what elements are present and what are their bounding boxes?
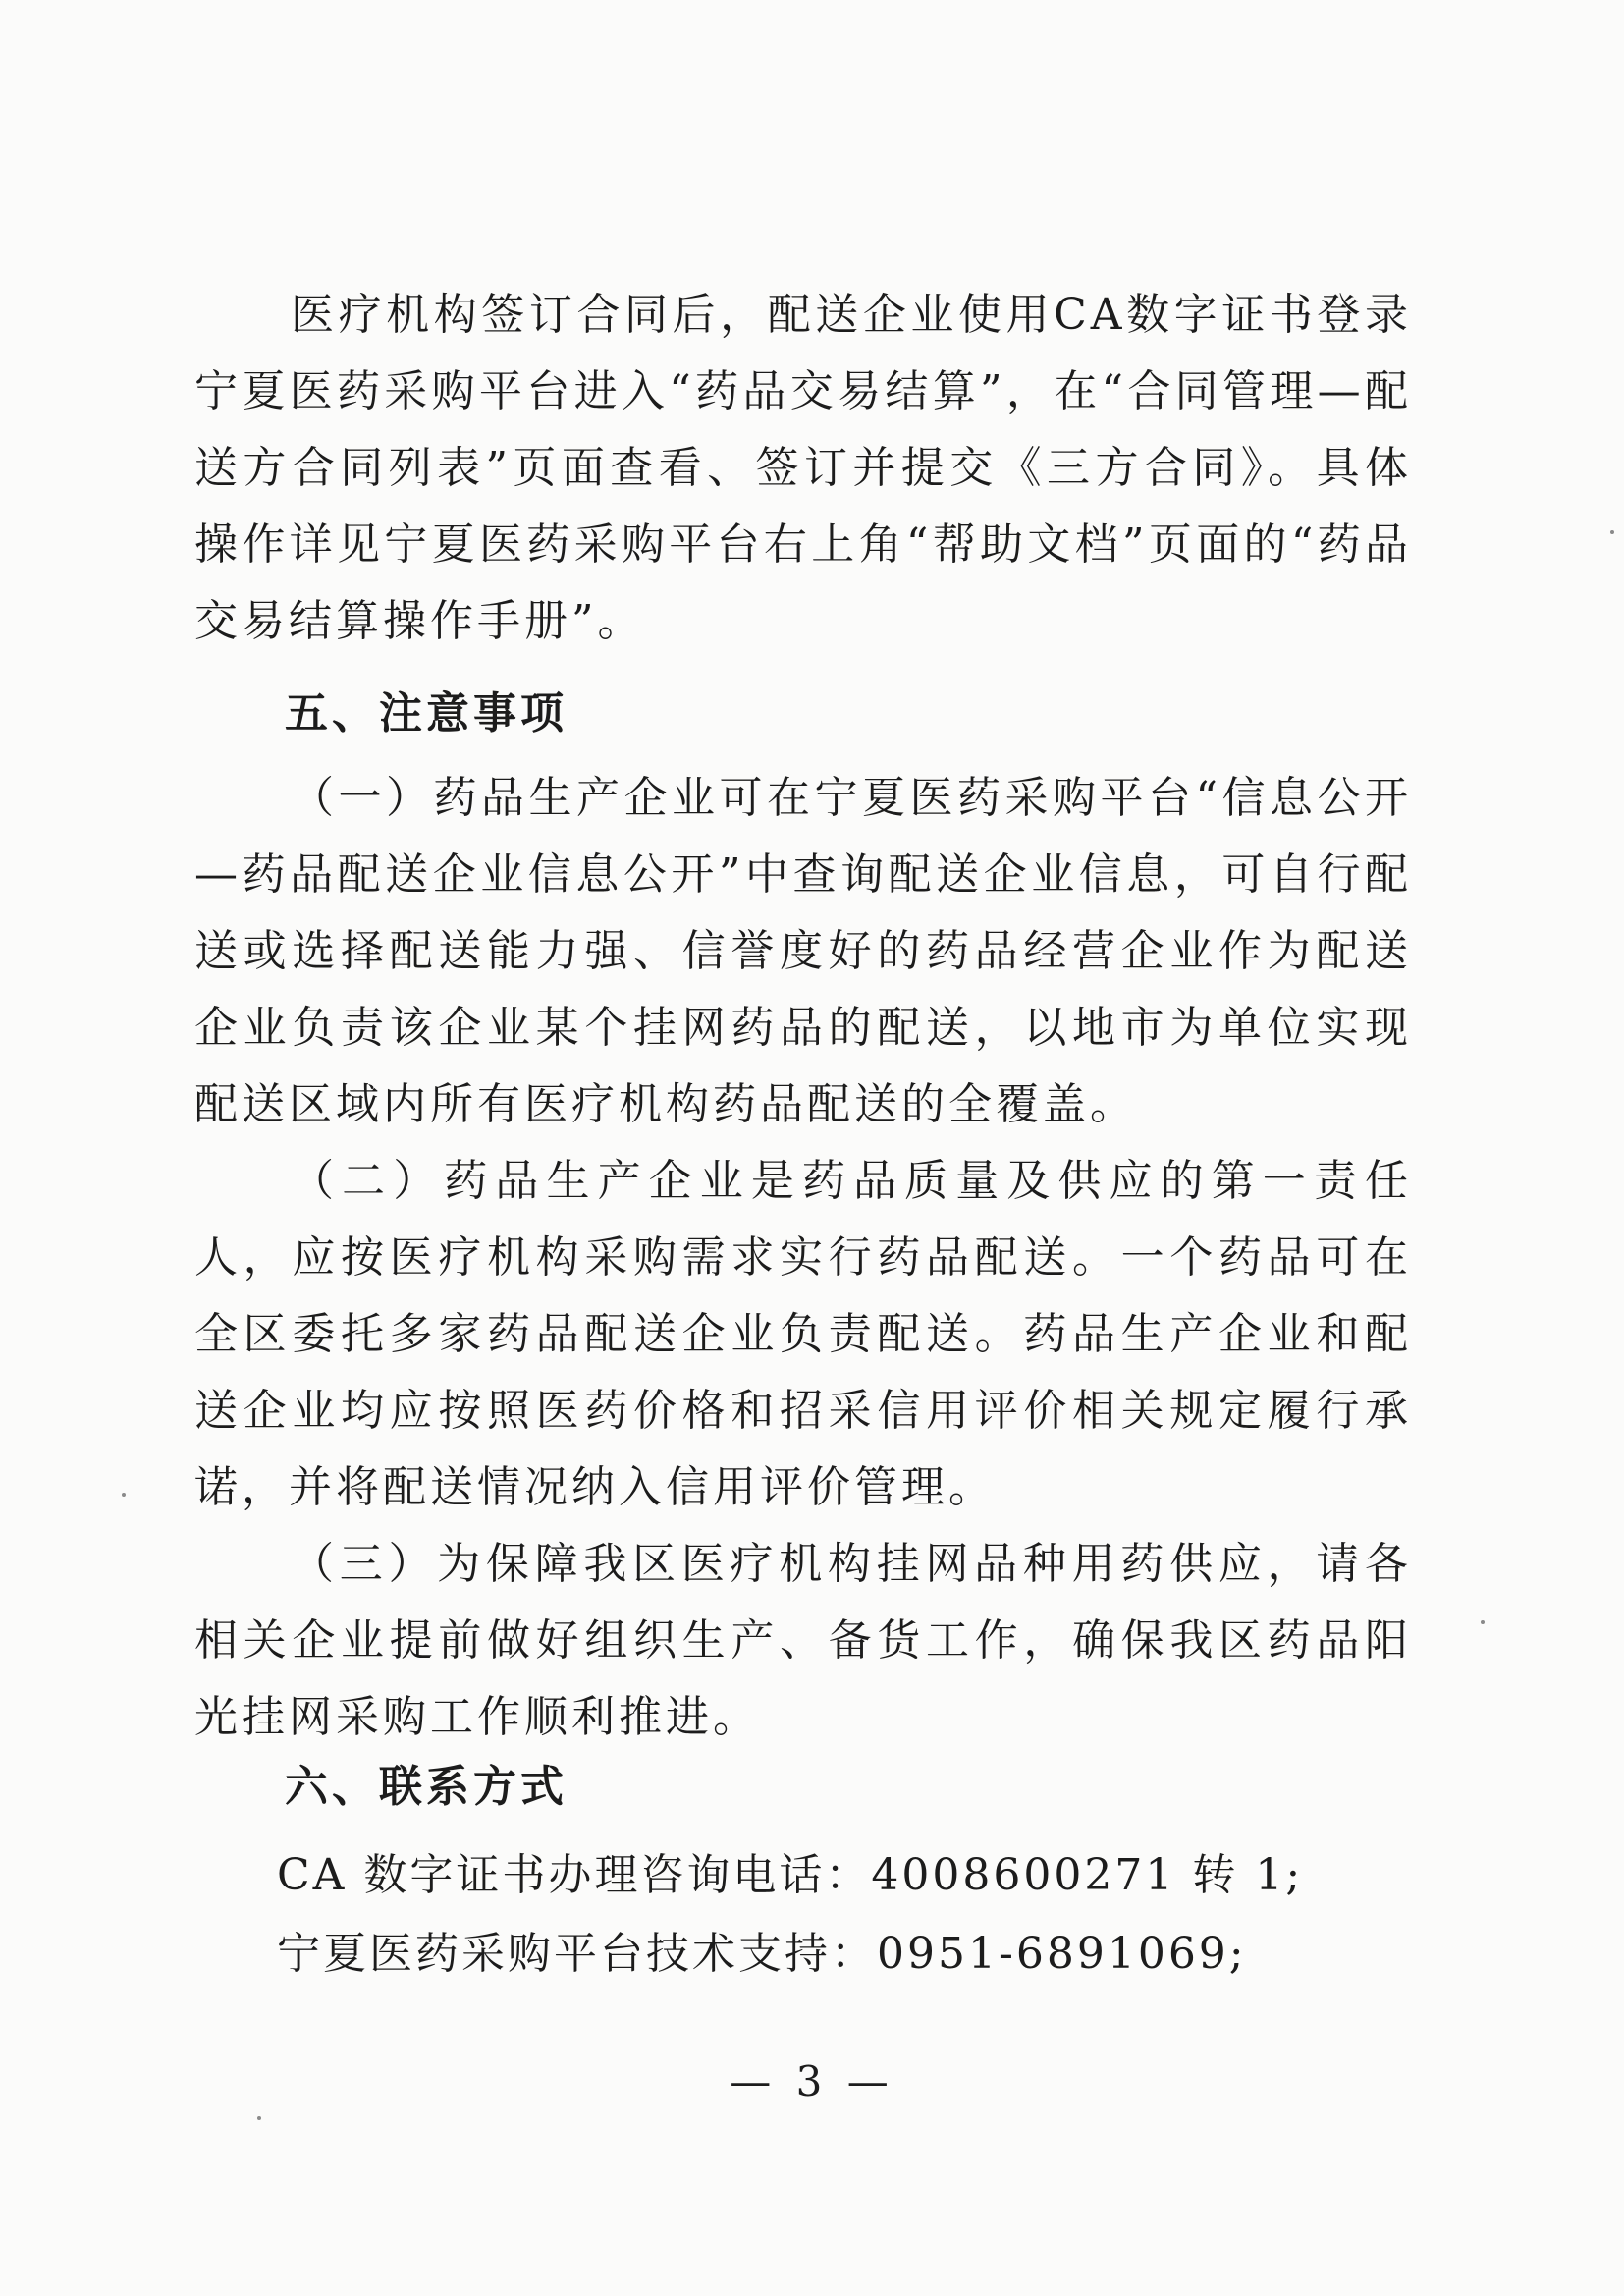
scan-speck bbox=[1610, 530, 1614, 534]
section-heading-contact: 六、联系方式 bbox=[285, 1762, 568, 1812]
section-heading-notes: 五、注意事项 bbox=[285, 688, 568, 738]
scan-speck bbox=[1481, 1620, 1485, 1624]
contact-ca-phone: CA 数字证书办理咨询电话：4008600271 转 1; bbox=[277, 1850, 1304, 1900]
paragraph-note-2: （二）药品生产企业是药品质量及供应的第一责任人，应按医疗机构采购需求实行药品配送。一个药品可在全区委托多家药品配送企业负责配送。药品生产企业和配送企业均应按照医药价格和招采信用评价相关规定履行承诺，并将配送情况纳入信用评价管理。 bbox=[194, 1156, 1412, 1512]
paragraph-note-1: （一）药品生产企业可在宁夏医药采购平台“信息公开—药品配送企业信息公开”中查询配送企业信息，可自行配送或选择配送能力强、信誉度好的药品经营企业作为配送企业负责该企业某个挂网药品的配送，以地市为单位实现配送区域内所有医疗机构药品配送的全覆盖。 bbox=[194, 773, 1412, 1129]
paragraph-contract-signing: 医疗机构签订合同后，配送企业使用CA数字证书登录宁夏医药采购平台进入“药品交易结算”，在“合同管理—配送方合同列表”页面查看、签订并提交《三方合同》。具体操作详见宁夏医药采购平台右上角“帮助文档”页面的“药品交易结算操作手册”。 bbox=[194, 290, 1412, 646]
page-number: — 3 — bbox=[730, 2057, 894, 2105]
contact-platform-support: 宁夏医药采购平台技术支持：0951-6891069; bbox=[277, 1929, 1247, 1979]
scan-speck bbox=[122, 1493, 126, 1497]
scan-speck bbox=[257, 2116, 261, 2120]
paragraph-note-3: （三）为保障我区医疗机构挂网品种用药供应，请各相关企业提前做好组织生产、备货工作，确保我区药品阳光挂网采购工作顺利推进。 bbox=[194, 1539, 1412, 1742]
